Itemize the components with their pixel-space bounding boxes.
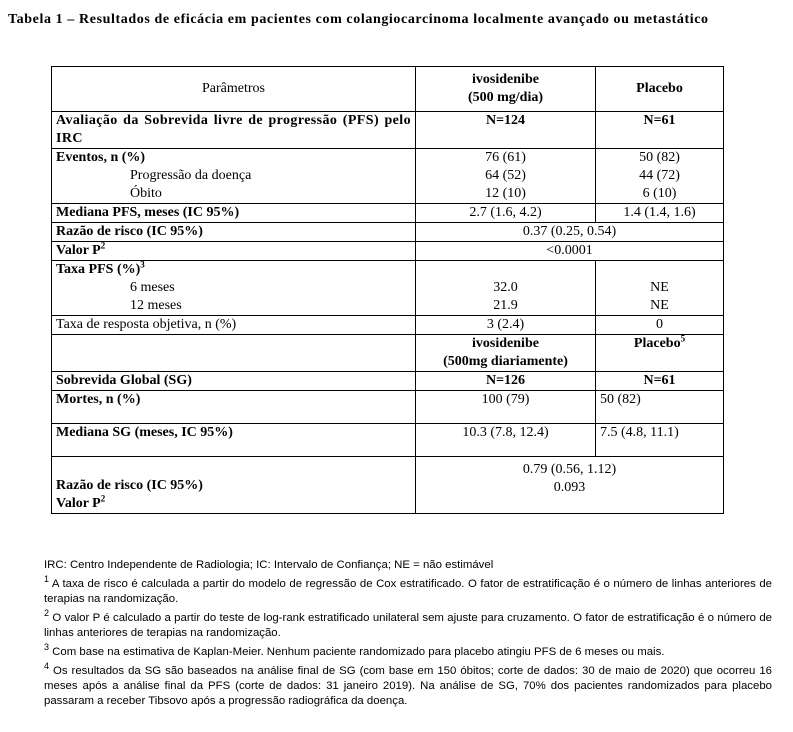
os-deaths-label: Mortes, n (%) <box>52 391 416 424</box>
os-median-row <box>52 424 724 457</box>
header-parameters: Parâmetros <box>52 67 416 112</box>
header-placebo: Placebo <box>596 67 724 112</box>
pfs-events-labels <box>52 149 416 204</box>
footnote-2: $^2$ O valor P é calculado a partir do teste de log-rank estratificado unilateral sem ajuste para cruzamento. O fator de estratificação é o número de linhas anteriores de terapias na randomização. <box>44 608 772 639</box>
pfs-n-ivosidenib: N=124 <box>416 112 596 149</box>
os-header-placebo: Placebo$^5$ <box>596 335 724 372</box>
pfs-median-ivosidenib: 2.7 (1.6, 4.2) <box>416 204 596 223</box>
os-median-label: Mediana SG (meses, IC 95%) <box>52 424 416 457</box>
pfs-median-row <box>52 204 724 223</box>
pfs-rate-row <box>52 261 724 316</box>
pfs-rate-labels <box>52 261 416 316</box>
os-deaths-ivosidenib: 100 (79) <box>416 391 596 424</box>
orr-row <box>52 316 724 335</box>
pfs-events-placebo: 50 (82) 44 (72) 6 (10) <box>596 149 724 204</box>
footnotes <box>44 558 772 713</box>
os-header-ivosidenib-name: ivosidenibe <box>472 336 539 351</box>
os-header-row <box>52 335 724 372</box>
os-p-value-label: Valor $P^2$ <box>56 493 106 511</box>
pfs-rate-label: Taxa PFS (%)$^3$ <box>56 259 145 277</box>
pfs-rate-placebo: NE NE <box>596 261 724 316</box>
os-n-ivosidenib: N=126 <box>416 372 596 391</box>
footnote-1: $^1$ A taxa de risco é calculada a partir do modelo de regressão de Cox estratificado. O fator de estratificação é o número de linhas anteriores de terapias na randomização. <box>44 574 772 605</box>
pfs-events-ivosidenib: 76 (61) 64 (52) 12 (10) <box>416 149 596 204</box>
table-caption: Tabela 1 – Resultados de eficácia em pacientes com colangiocarcinoma localmente avançado ou metastático <box>8 12 709 27</box>
pfs-section-row <box>52 112 724 149</box>
os-header-empty <box>52 335 416 372</box>
os-deaths-row <box>52 391 724 424</box>
pfs-rate-6m-label: 6 meses <box>130 280 175 295</box>
footnote-3: $^3$ Com base na estimativa de Kaplan-Meier. Nenhum paciente randomizado para placebo atingiu PFS de 6 meses ou mais. <box>44 642 665 658</box>
pfs-median-label: Mediana PFS, meses (IC 95%) <box>52 204 416 223</box>
os-n-placebo: N=61 <box>596 372 724 391</box>
os-hazard-labels <box>52 457 416 514</box>
os-p-value: 0.093 <box>553 480 586 495</box>
orr-placebo: 0 <box>596 316 724 335</box>
pfs-rate-12m-label: 12 meses <box>130 298 182 313</box>
footnote-4: $^4$ Os resultados da SG são baseados na análise final de SG (com base em 150 óbitos; corte de dados: 30 de maio de 2020) que ocorreu 16 meses após a análise final da PFS (corte de dados: 31 janeiro 2019). Na análise de SG, 70% dos pacientes randomizados para placebo passaram a receber Tibsovo após a progressão radiográfica da doença. <box>44 661 772 707</box>
pfs-section-title: Avaliação da Sobrevida livre de progressão (PFS) pelo IRC <box>52 112 416 149</box>
pfs-events-row <box>52 149 724 204</box>
os-section-row <box>52 372 724 391</box>
os-hazard-ratio-value: 0.79 (0.56, 1.12) <box>522 462 617 477</box>
orr-label: Taxa de resposta objetiva, n (%) <box>52 316 416 335</box>
os-header-ivosidenib <box>416 335 596 372</box>
pfs-hazard-ratio-row <box>52 223 724 242</box>
os-median-ivosidenib: 10.3 (7.8, 12.4) <box>416 424 596 457</box>
efficacy-table <box>51 66 724 514</box>
header-ivosidenib-dose: (500 mg/dia) <box>467 90 544 105</box>
orr-ivosidenib: 3 (2.4) <box>416 316 596 335</box>
os-section-title: Sobrevida Global (SG) <box>52 372 416 391</box>
os-deaths-placebo: 50 (82) <box>596 391 724 424</box>
header-ivosidenib <box>416 67 596 112</box>
footnote-abbreviations: IRC: Centro Independente de Radiologia; IC: Intervalo de Confiança; NE = não estimável <box>44 559 494 571</box>
pfs-rate-ivosidenib: 32.0 21.9 <box>416 261 596 316</box>
os-hazard-ratio-label: Razão de risco (IC 95%) <box>56 478 203 493</box>
header-ivosidenib-name: ivosidenibe <box>472 72 539 87</box>
pfs-events-label: Eventos, n (%) <box>56 150 146 165</box>
pfs-median-placebo: 1.4 (1.4, 1.6) <box>596 204 724 223</box>
pfs-p-value-label: Valor $P^2$ <box>52 242 416 261</box>
pfs-n-placebo: N=61 <box>596 112 724 149</box>
os-hazard-values <box>416 457 724 514</box>
os-median-placebo: 7.5 (4.8, 11.1) <box>596 424 724 457</box>
pfs-p-value: <0.0001 <box>416 242 724 261</box>
os-header-ivosidenib-dose: (500mg diariamente) <box>443 354 568 369</box>
pfs-hazard-ratio-value: 0.37 (0.25, 0.54) <box>416 223 724 242</box>
pfs-death-label: Óbito <box>130 186 162 201</box>
pfs-progression-label: Progressão da doença <box>130 168 252 183</box>
os-hazard-row <box>52 457 724 514</box>
pfs-hazard-ratio-label: Razão de risco (IC 95%) <box>52 223 416 242</box>
table-header-row <box>52 67 724 112</box>
pfs-p-value-row <box>52 242 724 261</box>
